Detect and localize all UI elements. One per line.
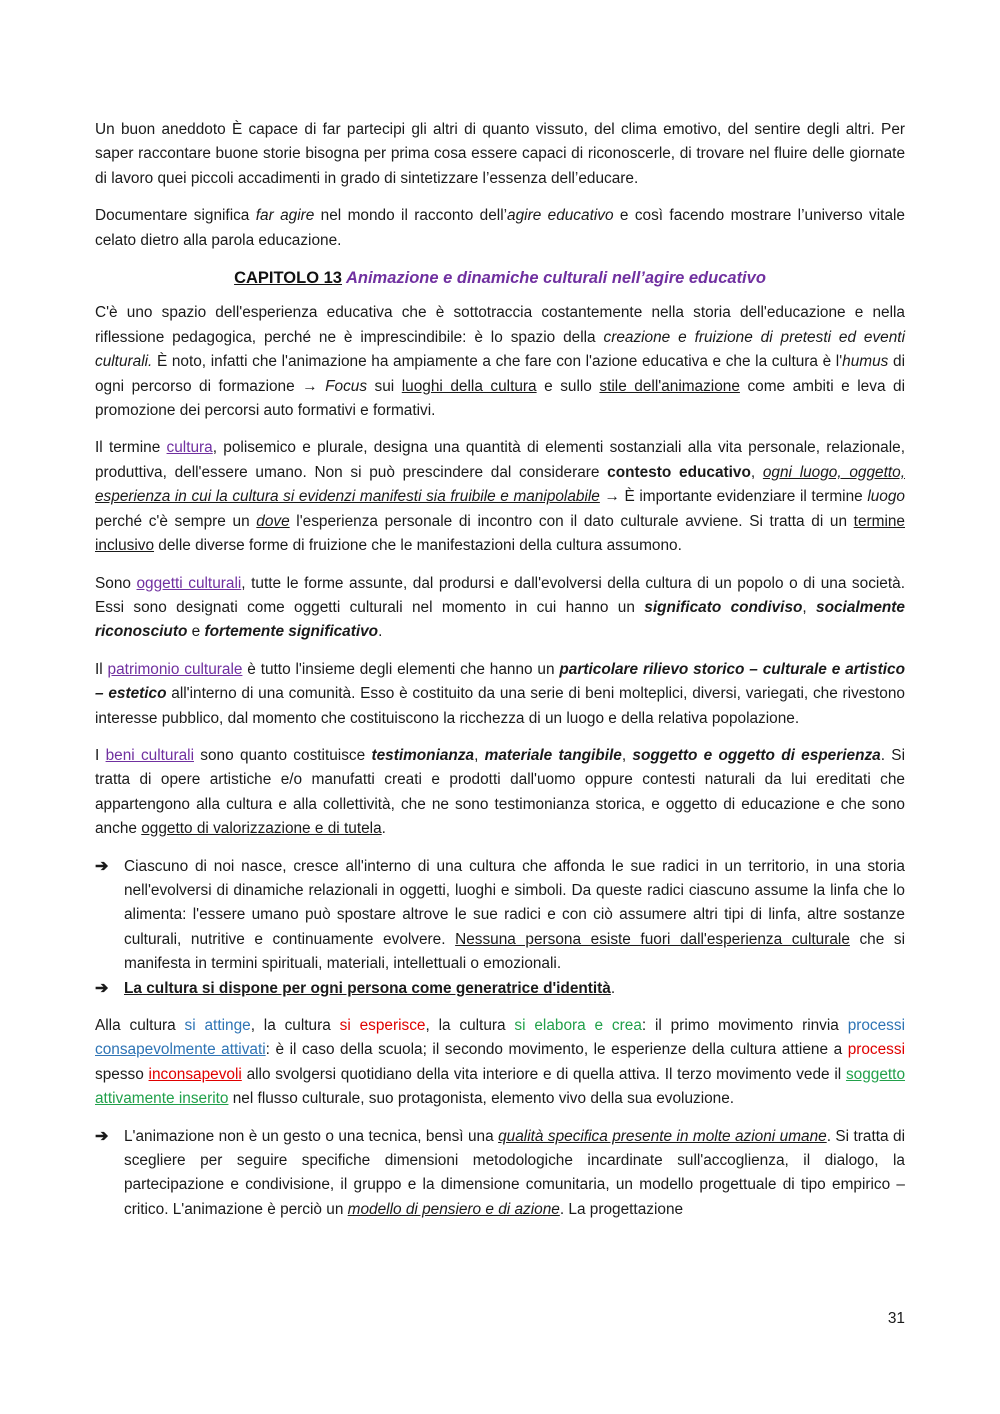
paragraph-documentare: Documentare significa far agire nel mondo il racconto dell’agire educativo e così facendo mostrare l’universo vitale celato dietro alla parola educazione. [95,207,905,249]
page-number: 31 [887,1310,905,1327]
arrow-bullet-icon: ➔ [95,979,109,997]
chapter-subtitle: Animazione e dinamiche culturali nell’agire educativo [341,269,766,288]
paragraph-oggetti-culturali: Sono oggetti culturali, tutte le forme assunte, dal prodursi e dall'evolversi della cultura di un popolo o di una società. Essi sono designati come oggetti culturali nel momento in cui hanno un significato condiviso, socialmente riconosciuto e fortemente significativo. [95,574,905,641]
list-item: ➔ Ciascuno di noi nasce, cresce all'interno di una cultura che affonda le sue radici in un territorio, in una storia nell'evolversi di dinamiche relazionali in oggetti, luoghi e simboli. Da queste radici ciascuno assume la linfa che lo alimenta: l'essere umano può spostare altrove le sue radici e con ciò assumere altri tipi di linfa, altre sostanze culturali, nutritive e continuamente evolvere. Nessuna persona esiste fuori dall'esperienza culturale che si manifesta in termini spirituali, materiali, intellettuali o emozionali. [95,855,905,977]
bullet-list-animazione [95,1125,905,1223]
paragraph-cultura: Il termine cultura, polisemico e plurale, designa una quantità di elementi sostanziali alla vita personale, relazionale, produttiva, dell'essere umano. Non si può prescindere dal considerare contesto educativo, ogni luogo, oggetto, esperienza in cui la cultura si evidenzi manifesti sia fruibile e manipolabile → È importante evidenziare il termine luogo perché c'è sempre un dove l'esperienza personale di incontro con il dato culturale avviene. Si tratta di un termine inclusivo delle diverse forme di fruizione che le manifestazioni della cultura assumono. [95,439,905,555]
arrow-icon: → [302,377,318,395]
paragraph-beni-culturali: I beni culturali sono quanto costituisce testimonianza, materiale tangibile, soggetto e oggetto di esperienza. Si tratta di opere artistiche e/o manufatti creati e prodotti dall'uomo oppure contesti naturali da lui ereditati che appartengono alla cultura e alla collettività, che ne sono testimonianza storica, e oggetto di educazione e che sono anche oggetto di valorizzazione e di tutela. [95,746,905,838]
document-page [95,118,905,1235]
chapter-label: CAPITOLO 13 [234,269,342,288]
bullet-list-cultura [95,855,905,1001]
paragraph-movimenti: Alla cultura si attinge, la cultura si esperisce, la cultura si elabora e crea: il primo movimento rinvia processi consapevolmente attivati: è il caso della scuola; il secondo movimento, le esperienze della cultura attiene a processi spesso inconsapevoli allo svolgersi quotidiano della vita interiore e di quella attiva. Il terzo movimento vede il soggetto attivamente inserito nel flusso culturale, suo protagonista, elemento vivo della sua evoluzione. [95,1017,906,1108]
paragraph-spazio-esperienza: C'è uno spazio dell'esperienza educativa che è sottotraccia costantemente nella storia dell'educazione e nella riflessione pedagogica, perché ne è imprescindibile: è lo spazio della creazione e fruizione di pretesti ed eventi culturali. È noto, infatti che l'animazione ha ampiamente a che fare con l'azione educativa e che la cultura è l'humus di ogni percorso di formazione → Focus sui luoghi della cultura e sullo stile dell'animazione come ambiti e leva di promozione dei percorsi auto formativi e formativi. [95,304,906,420]
paragraph-anecdote: Un buon aneddoto È capace di far partecipi gli altri di quanto vissuto, del clima emotivo, del sentire degli altri. Per saper raccontare buone storie bisogna per prima cosa essere capaci di riconoscerle, di trovare nel fluire delle giornate di lavoro quei piccoli accadimenti in grado di sintetizzare l’essenza dell’educare. [95,121,905,187]
list-item: ➔ La cultura si dispone per ogni persona come generatrice d'identità. [95,977,905,1001]
chapter-heading [95,266,905,290]
arrow-icon: → [599,488,625,506]
arrow-bullet-icon: ➔ [95,1127,109,1145]
paragraph-patrimonio: Il patrimonio culturale è tutto l'insieme degli elementi che hanno un particolare rilievo storico – culturale e artistico – estetico all'interno di una comunità. Esso è costituito da una serie di beni molteplici, diversi, variegati, che rivestono interesse pubblico, dal momento che costituiscono la ricchezza di un luogo e della relativa popolazione. [95,660,905,727]
list-item: ➔ L'animazione non è un gesto o una tecnica, bensì una qualità specifica presente in molte azioni umane. Si tratta di scegliere per seguire specifiche dimensioni metodologiche incardinate sull'accoglienza, il dialogo, la partecipazione e condivisione, il gruppo e la dimensione comunitaria, un modello progettuale di tipo empirico – critico. L'animazione è perciò un modello di pensiero e di azione. La progettazione [95,1125,905,1223]
arrow-bullet-icon: ➔ [95,857,109,875]
